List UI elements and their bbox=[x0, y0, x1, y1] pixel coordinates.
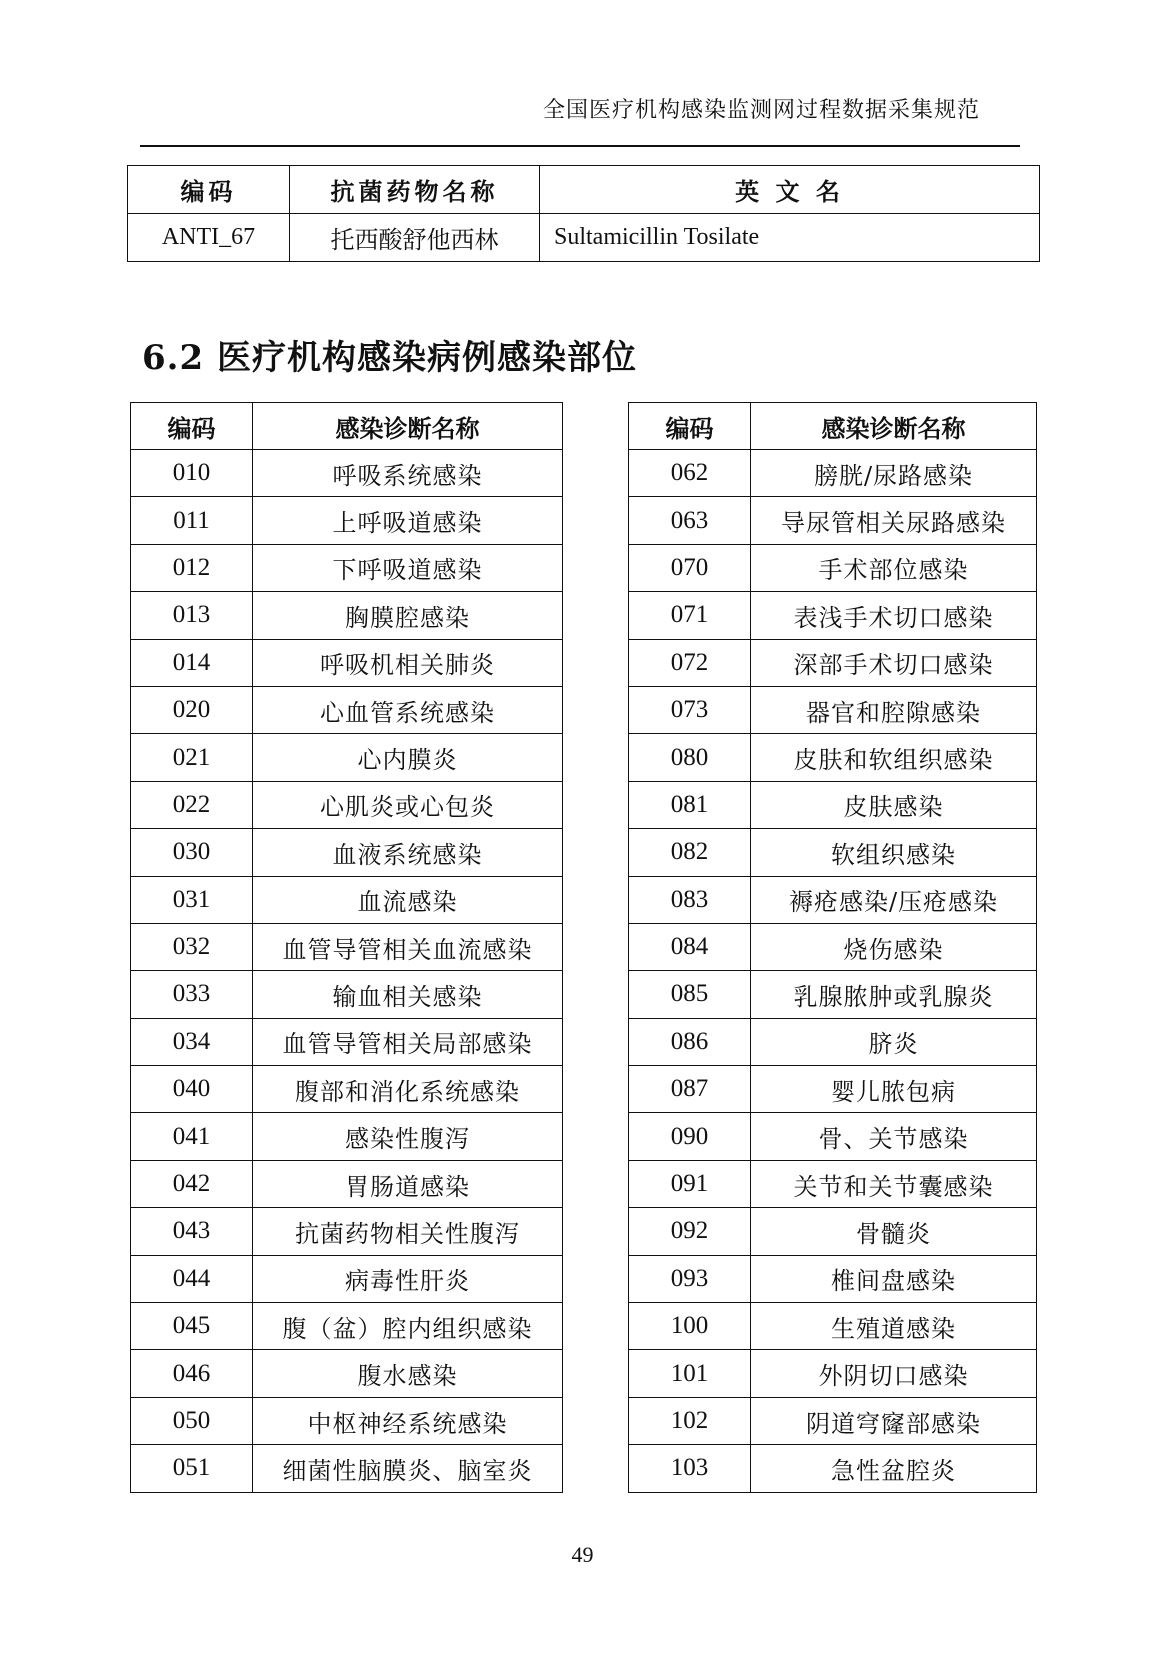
site-name: 导尿管相关尿路感染 bbox=[751, 497, 1037, 544]
site-code: 071 bbox=[629, 592, 751, 639]
table-row bbox=[629, 1303, 1037, 1350]
site-name: 烧伤感染 bbox=[751, 923, 1037, 970]
table-row bbox=[131, 1303, 563, 1350]
table-row bbox=[629, 639, 1037, 686]
site-code: 014 bbox=[131, 639, 253, 686]
site-name: 下呼吸道感染 bbox=[253, 544, 563, 591]
table-row bbox=[629, 923, 1037, 970]
site-code: 080 bbox=[629, 734, 751, 781]
drug-code: ANTI_67 bbox=[128, 214, 290, 262]
table-row bbox=[629, 592, 1037, 639]
table-row bbox=[131, 1350, 563, 1397]
table-row bbox=[629, 1066, 1037, 1113]
site-code: 044 bbox=[131, 1255, 253, 1302]
site-code: 022 bbox=[131, 781, 253, 828]
infection-site-table-left bbox=[130, 402, 563, 1493]
table-header-row bbox=[629, 403, 1037, 450]
column-header-code: 编码 bbox=[131, 403, 253, 450]
running-header: 全国医疗机构感染监测网过程数据采集规范 bbox=[542, 98, 980, 123]
site-code: 034 bbox=[131, 1018, 253, 1065]
table-row bbox=[131, 450, 563, 497]
table-row bbox=[131, 781, 563, 828]
header-divider bbox=[140, 145, 1020, 147]
site-name: 表浅手术切口感染 bbox=[751, 592, 1037, 639]
table-row bbox=[131, 734, 563, 781]
site-name: 病毒性肝炎 bbox=[253, 1255, 563, 1302]
site-name: 乳腺脓肿或乳腺炎 bbox=[751, 971, 1037, 1018]
site-name: 心肌炎或心包炎 bbox=[253, 781, 563, 828]
section-heading: 6.2 医疗机构感染病例感染部位 bbox=[142, 338, 637, 378]
site-code: 045 bbox=[131, 1303, 253, 1350]
site-code: 013 bbox=[131, 592, 253, 639]
site-code: 084 bbox=[629, 923, 751, 970]
site-code: 010 bbox=[131, 450, 253, 497]
drug-name: 托西酸舒他西林 bbox=[290, 214, 540, 262]
site-name: 骨、关节感染 bbox=[751, 1113, 1037, 1160]
site-name: 感染性腹泻 bbox=[253, 1113, 563, 1160]
table-row bbox=[131, 497, 563, 544]
site-name: 皮肤和软组织感染 bbox=[751, 734, 1037, 781]
site-code: 050 bbox=[131, 1397, 253, 1444]
site-name: 膀胱/尿路感染 bbox=[751, 450, 1037, 497]
site-name: 深部手术切口感染 bbox=[751, 639, 1037, 686]
site-name: 外阴切口感染 bbox=[751, 1350, 1037, 1397]
column-header-drug-name: 抗菌药物名称 bbox=[290, 166, 540, 214]
site-name: 婴儿脓包病 bbox=[751, 1066, 1037, 1113]
site-code: 062 bbox=[629, 450, 751, 497]
table-row bbox=[131, 1160, 563, 1207]
site-code: 031 bbox=[131, 876, 253, 923]
site-code: 012 bbox=[131, 544, 253, 591]
site-code: 041 bbox=[131, 1113, 253, 1160]
site-code: 072 bbox=[629, 639, 751, 686]
site-name: 细菌性脑膜炎、脑室炎 bbox=[253, 1445, 563, 1492]
site-name: 腹（盆）腔内组织感染 bbox=[253, 1303, 563, 1350]
table-row bbox=[131, 1397, 563, 1444]
table-row bbox=[131, 686, 563, 733]
table-row bbox=[629, 450, 1037, 497]
site-name: 呼吸系统感染 bbox=[253, 450, 563, 497]
site-code: 082 bbox=[629, 829, 751, 876]
column-header-diagnosis-name: 感染诊断名称 bbox=[253, 403, 563, 450]
site-name: 生殖道感染 bbox=[751, 1303, 1037, 1350]
site-code: 087 bbox=[629, 1066, 751, 1113]
drug-english-name: Sultamicillin Tosilate bbox=[540, 214, 1040, 262]
site-code: 100 bbox=[629, 1303, 751, 1350]
column-header-code: 编码 bbox=[629, 403, 751, 450]
table-row bbox=[629, 1208, 1037, 1255]
table-row bbox=[131, 1018, 563, 1065]
site-code: 020 bbox=[131, 686, 253, 733]
site-name: 软组织感染 bbox=[751, 829, 1037, 876]
site-name: 急性盆腔炎 bbox=[751, 1445, 1037, 1492]
table-row bbox=[131, 1255, 563, 1302]
site-name: 骨髓炎 bbox=[751, 1208, 1037, 1255]
site-name: 血管导管相关局部感染 bbox=[253, 1018, 563, 1065]
site-name: 呼吸机相关肺炎 bbox=[253, 639, 563, 686]
site-code: 070 bbox=[629, 544, 751, 591]
site-code: 051 bbox=[131, 1445, 253, 1492]
site-name: 血流感染 bbox=[253, 876, 563, 923]
site-code: 102 bbox=[629, 1397, 751, 1444]
antibiotic-table bbox=[127, 165, 1040, 262]
site-name: 上呼吸道感染 bbox=[253, 497, 563, 544]
table-row bbox=[629, 1397, 1037, 1444]
table-row bbox=[131, 923, 563, 970]
table-row bbox=[629, 1018, 1037, 1065]
site-code: 081 bbox=[629, 781, 751, 828]
site-code: 043 bbox=[131, 1208, 253, 1255]
table-row bbox=[629, 971, 1037, 1018]
site-name: 输血相关感染 bbox=[253, 971, 563, 1018]
site-code: 101 bbox=[629, 1350, 751, 1397]
site-name: 椎间盘感染 bbox=[751, 1255, 1037, 1302]
table-row bbox=[629, 1160, 1037, 1207]
column-header-english-name: 英 文 名 bbox=[540, 166, 1040, 214]
site-name: 皮肤感染 bbox=[751, 781, 1037, 828]
site-name: 胸膜腔感染 bbox=[253, 592, 563, 639]
site-name: 关节和关节囊感染 bbox=[751, 1160, 1037, 1207]
site-name: 血管导管相关血流感染 bbox=[253, 923, 563, 970]
site-name: 器官和腔隙感染 bbox=[751, 686, 1037, 733]
site-name: 胃肠道感染 bbox=[253, 1160, 563, 1207]
site-code: 091 bbox=[629, 1160, 751, 1207]
table-row bbox=[131, 1113, 563, 1160]
table-header-row bbox=[131, 403, 563, 450]
site-code: 040 bbox=[131, 1066, 253, 1113]
table-row bbox=[629, 1255, 1037, 1302]
site-code: 033 bbox=[131, 971, 253, 1018]
site-name: 褥疮感染/压疮感染 bbox=[751, 876, 1037, 923]
table-row bbox=[131, 1445, 563, 1492]
site-name: 抗菌药物相关性腹泻 bbox=[253, 1208, 563, 1255]
table-row bbox=[131, 1066, 563, 1113]
page-number: 49 bbox=[571, 1542, 594, 1567]
table-row bbox=[629, 544, 1037, 591]
table-row bbox=[131, 876, 563, 923]
site-name: 心血管系统感染 bbox=[253, 686, 563, 733]
site-code: 046 bbox=[131, 1350, 253, 1397]
site-code: 021 bbox=[131, 734, 253, 781]
table-row bbox=[131, 971, 563, 1018]
site-code: 085 bbox=[629, 971, 751, 1018]
table-row bbox=[131, 639, 563, 686]
site-name: 腹部和消化系统感染 bbox=[253, 1066, 563, 1113]
site-name: 脐炎 bbox=[751, 1018, 1037, 1065]
infection-site-table-right bbox=[628, 402, 1037, 1493]
site-code: 086 bbox=[629, 1018, 751, 1065]
site-name: 中枢神经系统感染 bbox=[253, 1397, 563, 1444]
site-code: 093 bbox=[629, 1255, 751, 1302]
site-code: 083 bbox=[629, 876, 751, 923]
table-row bbox=[629, 876, 1037, 923]
site-name: 腹水感染 bbox=[253, 1350, 563, 1397]
table-row bbox=[629, 1350, 1037, 1397]
site-name: 血液系统感染 bbox=[253, 829, 563, 876]
site-code: 030 bbox=[131, 829, 253, 876]
column-header-diagnosis-name: 感染诊断名称 bbox=[751, 403, 1037, 450]
site-code: 032 bbox=[131, 923, 253, 970]
table-row bbox=[131, 592, 563, 639]
table-row bbox=[131, 829, 563, 876]
table-row bbox=[131, 544, 563, 591]
table-row bbox=[629, 1113, 1037, 1160]
site-code: 092 bbox=[629, 1208, 751, 1255]
table-header-row bbox=[128, 166, 1040, 214]
site-name: 阴道穹窿部感染 bbox=[751, 1397, 1037, 1444]
table-row bbox=[629, 829, 1037, 876]
site-code: 103 bbox=[629, 1445, 751, 1492]
table-row bbox=[629, 734, 1037, 781]
table-row bbox=[629, 497, 1037, 544]
column-header-code: 编码 bbox=[128, 166, 290, 214]
site-code: 073 bbox=[629, 686, 751, 733]
table-row bbox=[131, 1208, 563, 1255]
table-row bbox=[128, 214, 1040, 262]
table-row bbox=[629, 781, 1037, 828]
site-code: 011 bbox=[131, 497, 253, 544]
site-code: 042 bbox=[131, 1160, 253, 1207]
site-code: 063 bbox=[629, 497, 751, 544]
table-row bbox=[629, 1445, 1037, 1492]
site-name: 手术部位感染 bbox=[751, 544, 1037, 591]
site-name: 心内膜炎 bbox=[253, 734, 563, 781]
table-row bbox=[629, 686, 1037, 733]
site-code: 090 bbox=[629, 1113, 751, 1160]
